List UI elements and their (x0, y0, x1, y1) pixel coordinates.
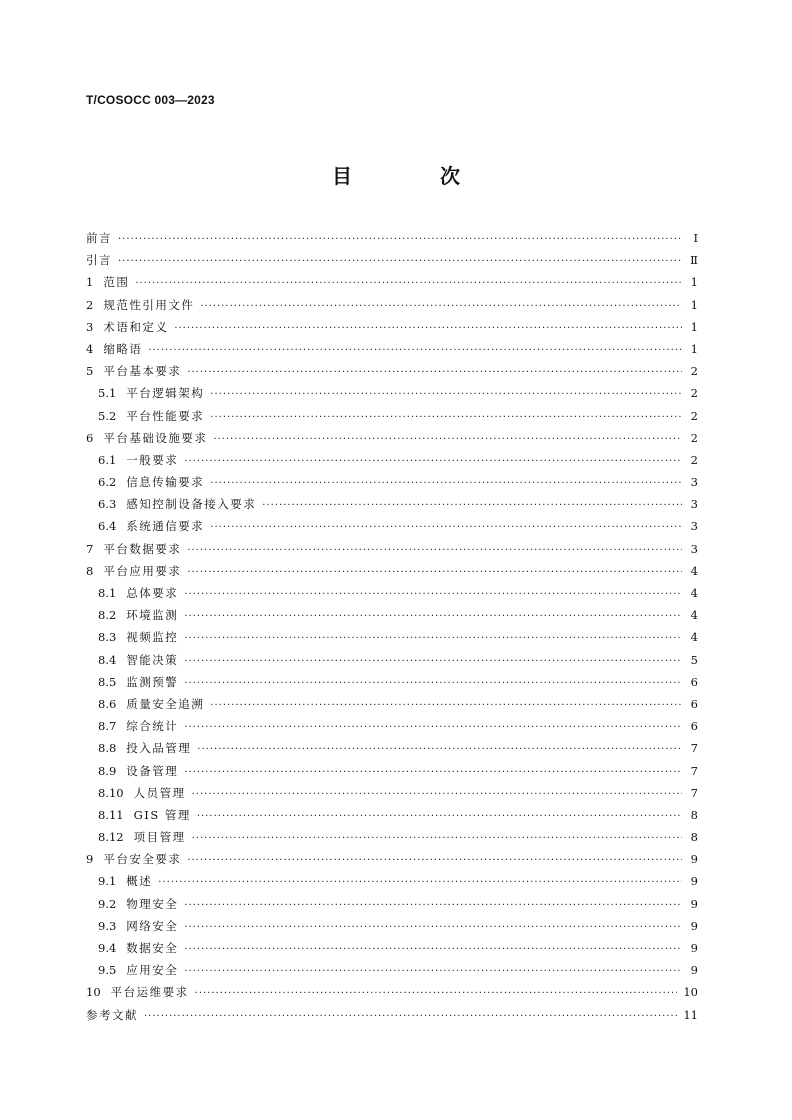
toc-entry-page: 7 (690, 785, 698, 800)
toc-leader-dots (158, 872, 682, 894)
toc-leader-dots (184, 673, 682, 695)
toc-entry-label: 应用安全 (126, 963, 179, 978)
toc-entry-number: 9.3 (98, 918, 117, 933)
toc-leader-dots (210, 517, 682, 539)
toc-entry-number: 5.2 (98, 408, 117, 423)
toc-entry-page: 2 (690, 408, 698, 423)
toc-entry[interactable] (86, 360, 698, 382)
toc-leader-dots (135, 273, 682, 295)
toc-leader-dots (118, 251, 682, 273)
toc-entry-label: 平台基本要求 (103, 364, 182, 379)
toc-entry[interactable] (86, 427, 698, 449)
toc-entry-number: 1 (86, 275, 94, 290)
toc-entry-number: 5 (86, 364, 94, 379)
toc-leader-dots (148, 340, 682, 362)
toc-entry-label: 信息传输要求 (126, 475, 205, 490)
toc-entry-number: 8.1 (98, 586, 117, 600)
toc-leader-dots (118, 229, 682, 251)
toc-entry-label: 视频监控 (126, 630, 179, 645)
toc-entry-number: 6.3 (98, 497, 117, 512)
toc-leader-dots (197, 806, 682, 828)
toc-entry[interactable] (86, 515, 698, 537)
toc-entry-label: 平台应用要求 (103, 563, 182, 578)
toc-entry-number: 8.8 (98, 741, 117, 756)
toc-entry[interactable] (86, 804, 698, 826)
toc-entry[interactable] (86, 249, 698, 271)
toc-entry-number: 7 (86, 541, 94, 556)
toc-entry-label: 人员管理 (133, 785, 186, 800)
toc-entry-page: 2 (690, 452, 698, 467)
toc-entry-number: 5.1 (98, 386, 117, 401)
toc-entry-label: 参考文献 (86, 1007, 138, 1022)
toc-entry-page: 8 (690, 830, 698, 845)
toc-entry-number: 8.5 (98, 674, 117, 689)
toc-leader-dots (187, 540, 682, 562)
toc-entry-number: 2 (86, 297, 94, 312)
toc-entry-label: 总体要求 (126, 586, 179, 600)
toc-entry-page: 4 (690, 586, 698, 600)
toc-entry-page: 4 (690, 563, 698, 578)
toc-entry-label: 物理安全 (126, 896, 179, 911)
toc-entry-number: 4 (86, 341, 94, 356)
toc-entry-page: 1 (690, 297, 698, 312)
toc-entry-page: 6 (690, 674, 698, 689)
toc-entry[interactable] (86, 826, 698, 848)
toc-entry[interactable] (86, 582, 698, 604)
toc-entry-label: 引言 (86, 253, 112, 268)
toc-entry[interactable] (86, 294, 698, 316)
toc-leader-dots (192, 828, 682, 850)
toc-entry-page: 7 (690, 763, 698, 778)
toc-leader-dots (213, 429, 682, 451)
toc-leader-dots (184, 895, 682, 917)
toc-entry-number: 10 (86, 985, 101, 1000)
toc-entry[interactable] (86, 626, 698, 648)
toc-entry-page: 9 (690, 896, 698, 911)
toc-entry-number: 8.7 (98, 719, 117, 734)
toc-entry-page: 8 (690, 807, 698, 822)
toc-entry-number: 9.5 (98, 963, 117, 978)
toc-entry[interactable] (86, 715, 698, 737)
toc-entry-label: 环境监测 (126, 608, 179, 623)
toc-entry-label: 平台数据要求 (103, 541, 182, 556)
toc-entry-page: 3 (690, 541, 698, 556)
toc-entry-label: 感知控制设备接入要求 (126, 497, 257, 512)
toc-entry-page: 2 (690, 364, 698, 379)
toc-leader-dots (184, 961, 682, 983)
toc-entry-label: 平台安全要求 (103, 852, 182, 867)
toc-entry[interactable] (86, 538, 698, 560)
toc-leader-dots (184, 762, 682, 784)
toc-leader-dots (184, 651, 682, 673)
toc-entry-number: 6.1 (98, 452, 117, 467)
toc-entry[interactable] (86, 449, 698, 471)
toc-leader-dots (184, 939, 682, 961)
toc-entry-label: GIS 管理 (133, 807, 191, 822)
toc-entry-label: 智能决策 (126, 652, 179, 667)
toc-leader-dots (184, 451, 682, 473)
toc-entry-number: 9.4 (98, 941, 117, 955)
toc-entry-number: 6.2 (98, 475, 117, 490)
toc-entry-page: 1 (690, 319, 698, 334)
toc-leader-dots (184, 628, 682, 650)
toc-leader-dots (200, 296, 682, 318)
toc-entry-number: 8.4 (98, 652, 117, 667)
toc-entry[interactable] (86, 382, 698, 404)
toc-leader-dots (184, 717, 682, 739)
toc-entry-label: 网络安全 (126, 918, 179, 933)
toc-entry[interactable] (86, 848, 698, 870)
toc-leader-dots (195, 983, 678, 1005)
toc-entry-page: Ⅱ (690, 253, 698, 268)
toc-entry[interactable] (86, 893, 698, 915)
toc-leader-dots (184, 606, 682, 628)
toc-entry-page: 5 (690, 652, 698, 667)
toc-entry-number: 8.6 (98, 696, 117, 711)
toc-entry[interactable] (86, 227, 698, 249)
toc-leader-dots (187, 850, 682, 872)
toc-entry-number: 9 (86, 852, 94, 867)
toc-entry-page: 3 (690, 475, 698, 490)
toc-entry-label: 投入品管理 (126, 741, 192, 756)
toc-entry-label: 术语和定义 (103, 319, 169, 334)
toc-entry[interactable] (86, 1004, 698, 1026)
toc-title: 目 次 (332, 164, 494, 188)
toc-entry-label: 平台性能要求 (126, 408, 205, 423)
toc-entry[interactable] (86, 760, 698, 782)
toc-entry-page: 9 (690, 963, 698, 978)
toc-entry-page: 7 (690, 741, 698, 756)
toc-entry-page: 6 (690, 696, 698, 711)
toc-entry-label: 缩略语 (103, 341, 143, 356)
toc-entry[interactable] (86, 737, 698, 759)
toc-entry-label: 系统通信要求 (126, 519, 205, 534)
toc-entry-page: 2 (690, 430, 698, 445)
toc-entry-label: 一般要求 (126, 452, 179, 467)
toc-entry-label: 综合统计 (126, 719, 179, 734)
toc-entry[interactable] (86, 693, 698, 715)
toc-entry-page: 2 (690, 386, 698, 401)
toc-entry-page: 11 (683, 1007, 698, 1022)
toc-entry[interactable] (86, 937, 698, 959)
toc-entry-label: 范围 (103, 275, 130, 290)
toc-entry[interactable] (86, 338, 698, 360)
toc-entry[interactable] (86, 271, 698, 293)
toc-entry[interactable] (86, 604, 698, 626)
toc-entry-number: 9.2 (98, 896, 117, 911)
toc-entry-label: 前言 (86, 231, 112, 245)
toc-entry-page: 3 (690, 497, 698, 512)
toc-entry-page: 9 (690, 874, 698, 889)
toc-entry[interactable] (86, 870, 698, 892)
toc-entry-label: 质量安全追溯 (126, 696, 205, 711)
toc-entry[interactable] (86, 493, 698, 515)
toc-entry-label: 平台基础设施要求 (103, 430, 208, 445)
toc-leader-dots (210, 407, 682, 429)
toc-entry-number: 8.10 (98, 785, 124, 800)
toc-entry[interactable] (86, 915, 698, 937)
toc-entry[interactable] (86, 959, 698, 981)
toc-entry[interactable] (86, 316, 698, 338)
toc-entry[interactable] (86, 405, 698, 427)
toc-entry-label: 项目管理 (133, 830, 186, 845)
toc-leader-dots (210, 384, 682, 406)
toc-entry-page: 4 (690, 630, 698, 645)
toc-entry-page: 4 (690, 608, 698, 623)
toc-leader-dots (192, 784, 682, 806)
toc-entry-number: 8.3 (98, 630, 117, 645)
toc-entry-number: 6.4 (98, 519, 117, 534)
toc-list (86, 227, 698, 1026)
toc-entry-label: 概述 (126, 874, 153, 889)
toc-leader-dots (184, 917, 682, 939)
toc-entry-label: 设备管理 (126, 763, 179, 778)
toc-entry-page: 3 (690, 519, 698, 534)
toc-entry-number: 8.2 (98, 608, 117, 623)
toc-entry-page: 9 (690, 918, 698, 933)
toc-leader-dots (187, 562, 682, 584)
toc-leader-dots (210, 473, 682, 495)
toc-entry[interactable] (86, 671, 698, 693)
toc-entry-label: 数据安全 (126, 941, 179, 955)
toc-entry[interactable] (86, 782, 698, 804)
toc-entry[interactable] (86, 560, 698, 582)
toc-entry-number: 6 (86, 430, 94, 445)
toc-entry-page: 9 (690, 941, 698, 955)
toc-entry-page: 1 (690, 275, 698, 290)
toc-entry-number: 8.11 (98, 807, 124, 822)
toc-entry-page: Ⅰ (693, 231, 698, 245)
toc-leader-dots (262, 495, 682, 517)
toc-entry-label: 平台逻辑架构 (126, 386, 205, 401)
document-code: T/COSOCC 003—2023 (86, 93, 215, 107)
toc-entry[interactable] (86, 649, 698, 671)
toc-entry-number: 8 (86, 563, 94, 578)
toc-entry-page: 10 (683, 985, 698, 1000)
toc-entry-number: 3 (86, 319, 94, 334)
toc-leader-dots (184, 584, 682, 606)
toc-leader-dots (144, 1006, 677, 1028)
toc-entry-number: 8.9 (98, 763, 117, 778)
toc-entry-label: 平台运维要求 (110, 985, 189, 1000)
toc-leader-dots (197, 739, 682, 761)
toc-leader-dots (210, 695, 682, 717)
toc-entry[interactable] (86, 981, 698, 1003)
toc-entry-page: 9 (690, 852, 698, 867)
toc-leader-dots (187, 362, 682, 384)
toc-entry-label: 规范性引用文件 (103, 297, 195, 312)
toc-leader-dots (174, 318, 682, 340)
toc-entry-label: 监测预警 (126, 674, 179, 689)
toc-entry-number: 9.1 (98, 874, 117, 889)
toc-entry[interactable] (86, 471, 698, 493)
toc-entry-page: 6 (690, 719, 698, 734)
toc-entry-number: 8.12 (98, 830, 124, 845)
toc-entry-page: 1 (690, 341, 698, 356)
